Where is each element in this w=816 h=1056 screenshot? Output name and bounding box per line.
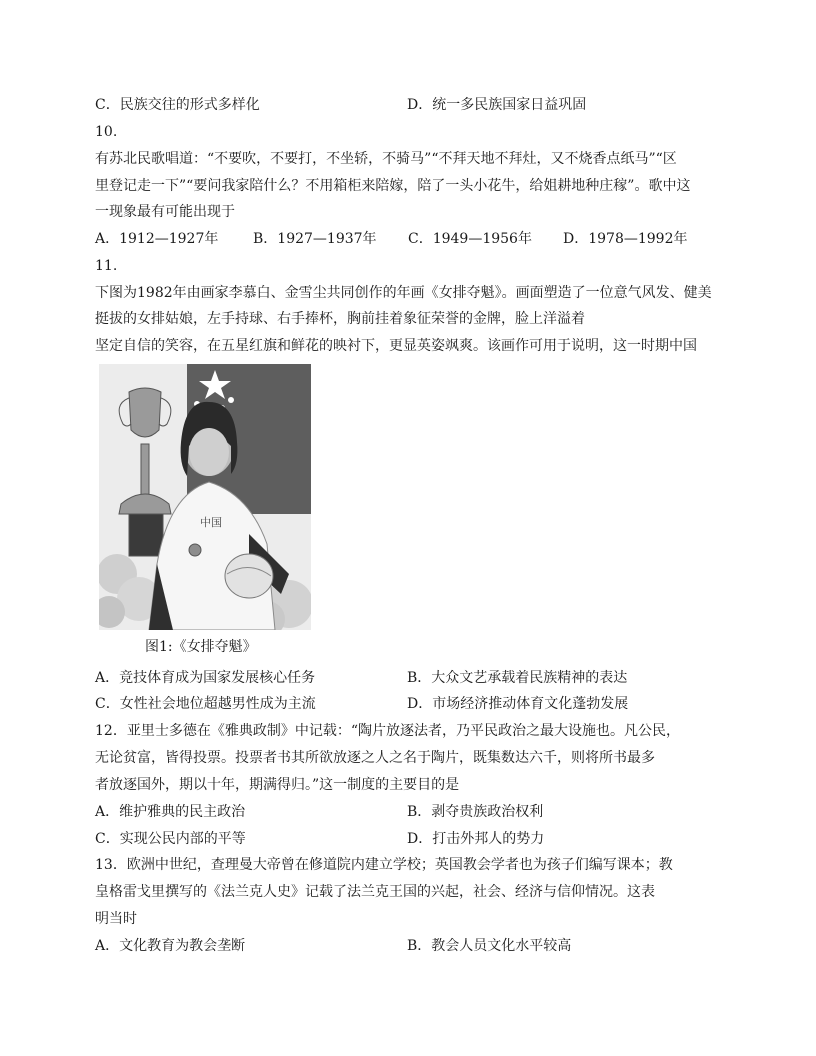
q11-stem-line3: 坚定自信的笑容，在五星红旗和鲜花的映衬下，更显英姿飒爽。该画作可用于说明，这一时期中国 (95, 338, 697, 354)
poster-image (99, 364, 311, 630)
q10-option-b: B．1927—1937年 (253, 231, 377, 247)
q10-stem-line3: 一现象最有可能出现于 (95, 204, 235, 220)
q11-option-d: D．市场经济推动体育文化蓬勃发展 (407, 696, 629, 712)
q11-number: 11. (95, 258, 118, 274)
q13-stem-line1: 13．欧洲中世纪，查理曼大帝曾在修道院内建立学校；英国教会学者也为孩子们编写课本；教 (95, 857, 673, 873)
q12-option-d: D．打击外邦人的势力 (407, 831, 545, 847)
q10-option-c: C．1949—1956年 (408, 231, 532, 247)
jersey-text: 中国 (200, 516, 222, 529)
q10-stem-line1: 有苏北民歌唱道：“不要吹，不要打，不坐轿，不骑马”“不拜天地不拜灶，又不烧香点纸马”“区 (95, 151, 677, 167)
q9-option-c: C．民族交往的形式多样化 (95, 97, 260, 113)
q11-option-a: A．竞技体育成为国家发展核心任务 (95, 670, 316, 686)
q12-option-c: C．实现公民内部的平等 (95, 831, 246, 847)
q12-option-a: A．维护雅典的民主政治 (95, 804, 246, 820)
q12-stem-line2: 无论贫富，皆得投票。投票者书其所欲放逐之人之名于陶片，既集数达六千，则将所书最多 (95, 750, 655, 766)
flag-small-star (228, 397, 234, 403)
volleyball (225, 554, 273, 598)
q12-stem-line1: 12．亚里士多德在《雅典政制》中记载：“陶片放逐法者，乃平民政治之最大设施也。凡公民， (95, 723, 680, 739)
q9-option-d: D．统一多民族国家日益巩固 (407, 97, 587, 113)
q10-option-d: D．1978—1992年 (563, 231, 688, 247)
q11-stem-line1: 下图为1982年由画家李慕白、金雪尘共同创作的年画《女排夺魁》。画面塑造了一位意气风发、健美 (95, 285, 712, 301)
q11-option-b: B．大众文艺承载着民族精神的表达 (407, 670, 628, 686)
q10-stem-line2: 里登记走一下”“要问我家陪什么？不用箱柜来陪嫁，陪了一头小花牛，给姐耕地种庄稼”。歌中这 (95, 178, 691, 194)
q13-option-b: B．教会人员文化水平较高 (407, 938, 572, 954)
q13-stem-line3: 明当时 (95, 911, 137, 927)
q13-option-a: A．文化教育为教会垄断 (95, 938, 246, 954)
poster-illustration (99, 364, 311, 630)
figure-caption: 图1:《女排夺魁》 (145, 639, 257, 655)
q10-option-a: A．1912—1927年 (95, 231, 219, 247)
q11-option-c: C．女性社会地位超越男性成为主流 (95, 696, 316, 712)
q12-option-b: B．剥夺贵族政治权利 (407, 804, 544, 820)
q11-stem-line2: 挺拔的女排姑娘，左手持球、右手捧杯，胸前挂着象征荣誉的金牌，脸上洋溢着 (95, 311, 585, 327)
q10-number: 10. (95, 124, 118, 140)
q12-stem-line3: 者放逐国外，期以十年，期满得归。”这一制度的主要目的是 (95, 777, 460, 793)
q13-stem-line2: 皇格雷戈里撰写的《法兰克人史》记载了法兰克王国的兴起，社会、经济与信仰情况。这表 (95, 884, 655, 900)
